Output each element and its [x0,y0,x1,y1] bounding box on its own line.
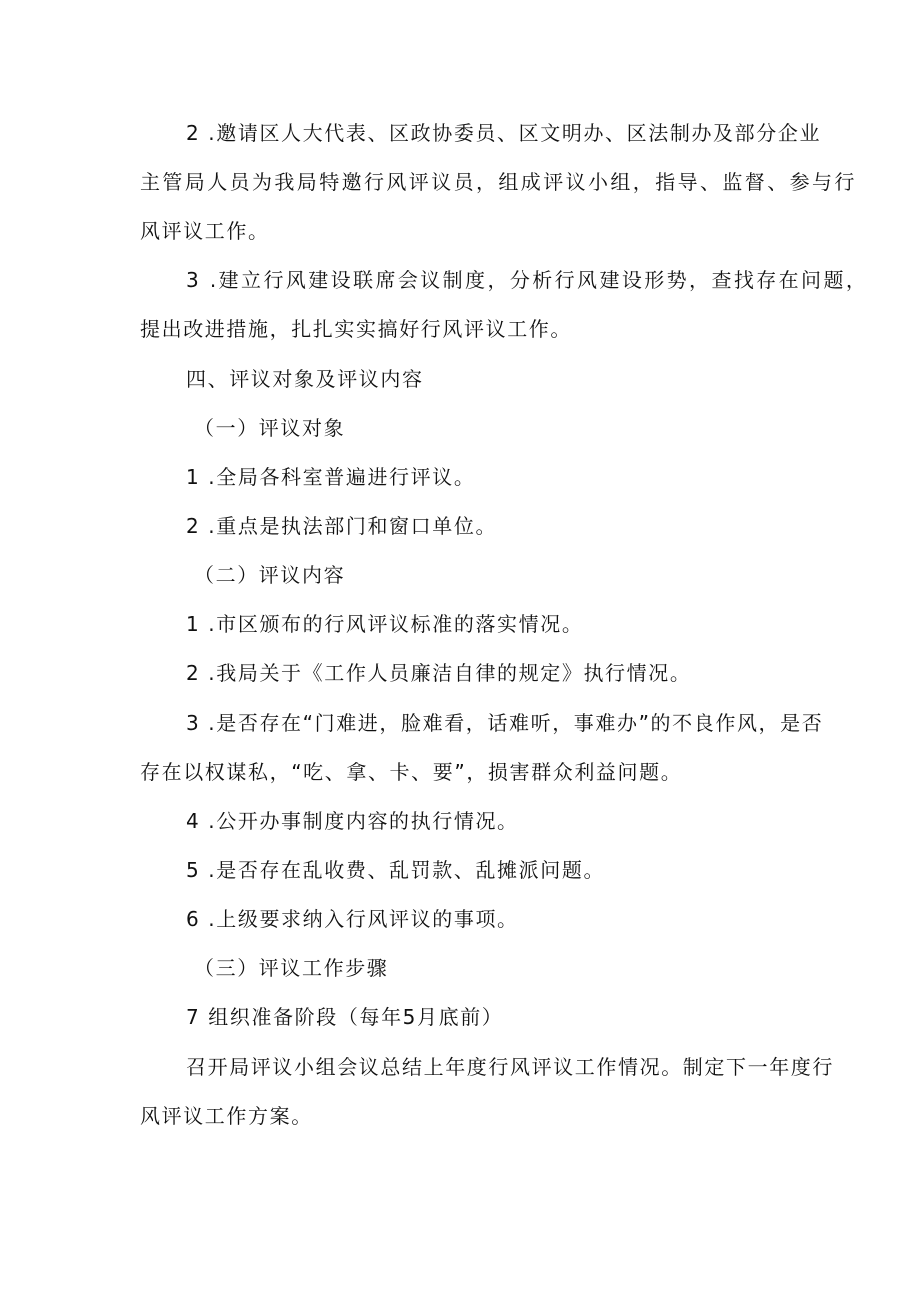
paragraph-line: 主管局人员为我局特邀行风评议员，组成评议小组，指导、监督、参与行 [140,170,857,194]
list-item: 3 .是否存在“门难进，脸难看，话难听，事难办”的不良作风，是否 [186,711,824,735]
paragraph-line: 2 .邀请区人大代表、区政协委员、区文明办、区法制办及部分企业 [186,121,822,145]
list-item: 2 .我局关于《工作人员廉洁自律的规定》执行情况。 [186,661,692,685]
paragraph-line: 存在以权谋私，“吃、拿、卡、要”，损害群众利益问题。 [140,760,683,784]
subsection-heading: （一）评议对象 [194,416,346,440]
list-item: 2 .重点是执法部门和窗口单位。 [186,514,498,538]
list-item: 1 .全局各科室普遍进行评议。 [186,465,476,489]
subsection-heading: （二）评议内容 [194,563,346,587]
paragraph-line: 召开局评议小组会议总结上年度行风评议工作情况。制定下一年度行 [186,1055,834,1079]
paragraph-line: 风评议工作方案。 [140,1104,313,1128]
list-item: 6 .上级要求纳入行风评议的事项。 [186,907,519,931]
paragraph-line: 风评议工作。 [140,219,270,243]
paragraph-line: 提出改进措施，扎扎实实搞好行风评议工作。 [140,317,572,341]
paragraph-line: 3 .建立行风建设联席会议制度，分析行风建设形势，查找存在问题， [186,268,869,292]
list-item: 5 .是否存在乱收费、乱罚款、乱摊派问题。 [186,858,606,882]
list-item: 7 组织准备阶段（每年5月底前） [186,1005,504,1029]
list-item: 4 .公开办事制度内容的执行情况。 [186,809,519,833]
subsection-heading: （三）评议工作步骤 [194,956,389,980]
list-item: 1 .市区颁布的行风评议标准的落实情况。 [186,612,584,636]
section-heading: 四、评议对象及评议内容 [186,367,424,391]
